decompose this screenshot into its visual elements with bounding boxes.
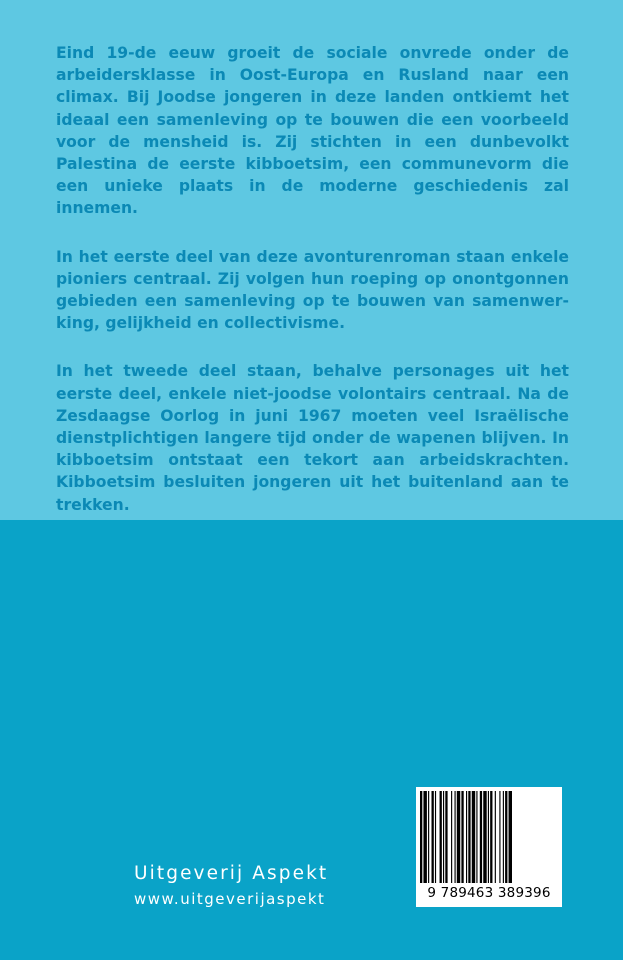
barcode-bar [468, 791, 470, 883]
blurb-paragraph-2: In het eerste deel van deze avonturenroman staan enkele pioniers centraal. Zij volgen hun roeping op onontgonnen gebieden een samenleving op te bouwen van samenwerking, gelijkheid en collectivisme. [56, 247, 569, 333]
blurb-paragraph-3: In het tweede deel staan, behalve personages uit het eerste deel, enkele niet-joodse volontairs centraal. Na de Zesdaagse Oorlog in juni 1967 moeten veel Israëlische dienstplichtigen langere tijd onder de wapenen blijven. In kibboetsim ontstaat een tekort aan arbeidskrachten. Kibboetsim besluiten jongeren uit het buitenland aan te trekken. [56, 362, 569, 514]
barcode-bar [483, 791, 486, 883]
barcode-icon [416, 787, 562, 885]
barcode-bar [455, 791, 456, 883]
barcode-bar [440, 791, 442, 883]
barcode-bar [499, 791, 500, 883]
barcode-bar [435, 791, 436, 883]
barcode-bar [472, 791, 475, 883]
barcode-bar [476, 791, 477, 883]
barcode-bar [451, 791, 452, 883]
publisher-imprint [134, 862, 374, 909]
barcode-bar [428, 791, 429, 883]
barcode-bar [490, 791, 492, 883]
barcode-bar [505, 791, 507, 883]
barcode-bar [423, 791, 426, 883]
barcode-bar [509, 791, 512, 883]
back-cover-blurb [56, 42, 569, 542]
blurb-paragraph-1: Eind 19-de eeuw groeit de sociale onvrede onder de arbeidersklasse in Oost-Europa en Rusland naar een climax. Bij Joodse jongeren in deze landen ontkiemt het ideaal een samenleving op te bouwen die een voorbeeld voor de mensheid is. Zij stichten in een dunbevolkt Palestina de eerste kibboetsim, een communevorm die een unieke plaats in de moderne geschiedenis zal innemen. [56, 44, 569, 218]
barcode-bar [503, 791, 504, 883]
barcode-bar [420, 791, 422, 883]
barcode-bar [443, 791, 444, 883]
barcode-bar [480, 791, 482, 883]
isbn-barcode [416, 787, 562, 907]
publisher-name: Uitgeverij Aspekt [134, 863, 329, 884]
barcode-bar [461, 791, 463, 883]
publisher-url: www.uitgeverijaspekt [134, 890, 326, 908]
barcode-bar [495, 791, 496, 883]
isbn-number: 9 789463 389396 [427, 885, 551, 901]
barcode-bar [488, 791, 489, 883]
barcode-bar [445, 791, 447, 883]
barcode-bar [457, 791, 460, 883]
barcode-bar [432, 791, 434, 883]
barcode-bar [466, 791, 467, 883]
